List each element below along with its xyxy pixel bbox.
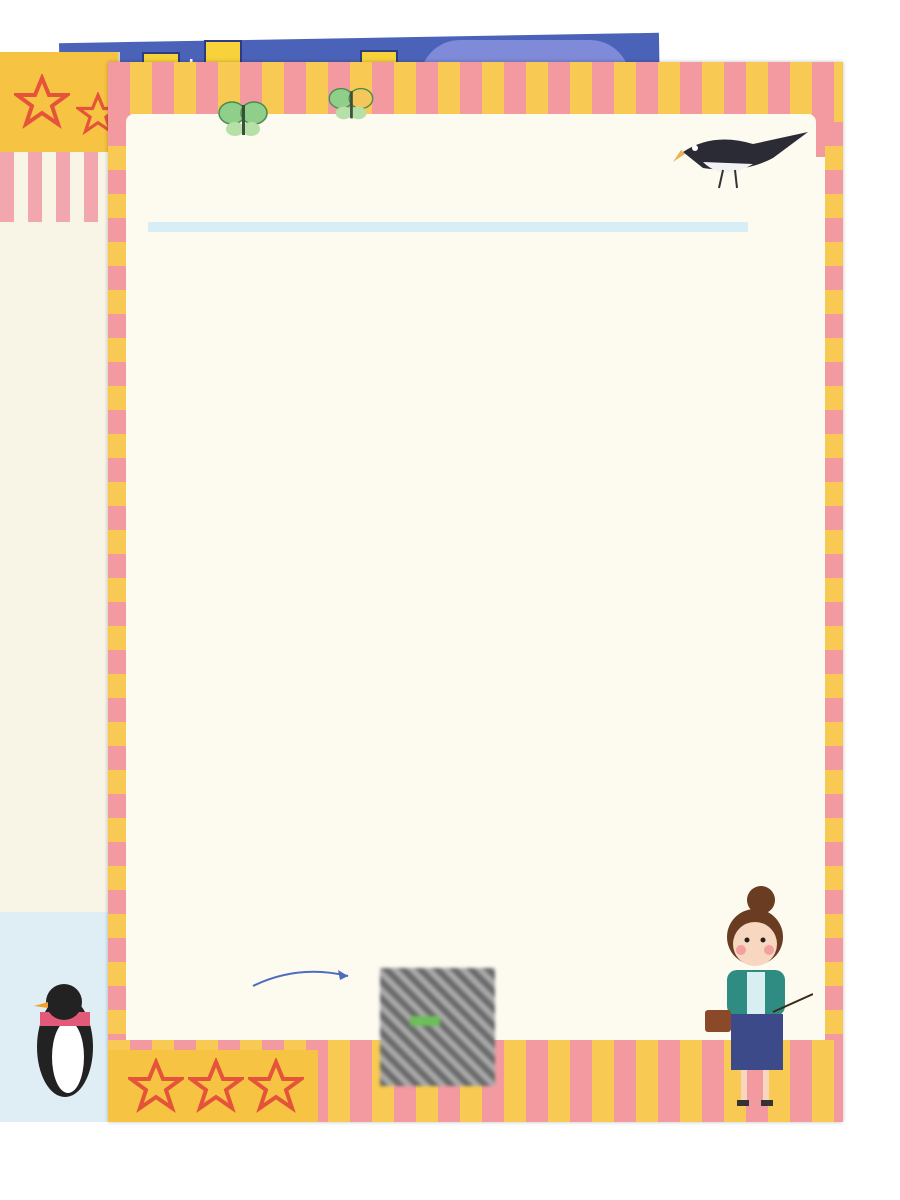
- title-underline: [148, 222, 748, 232]
- arrow-icon: [248, 962, 358, 992]
- bird-icon: [673, 122, 813, 192]
- butterfly-icon: [218, 97, 268, 139]
- left-page: [0, 52, 120, 1122]
- left-page-stripes: [0, 152, 118, 222]
- worksheet-page: [108, 62, 843, 1122]
- butterfly-icon: [328, 84, 374, 122]
- qr-code[interactable]: [380, 968, 495, 1086]
- teacher-icon: [703, 882, 813, 1112]
- star-icon: [14, 74, 70, 130]
- penguin-icon: [30, 972, 100, 1102]
- star-icon: [188, 1058, 244, 1114]
- star-icon: [248, 1058, 304, 1114]
- star-icon: [128, 1058, 184, 1114]
- left-stripe-border: [108, 122, 126, 1062]
- right-stripe-border: [825, 122, 843, 1062]
